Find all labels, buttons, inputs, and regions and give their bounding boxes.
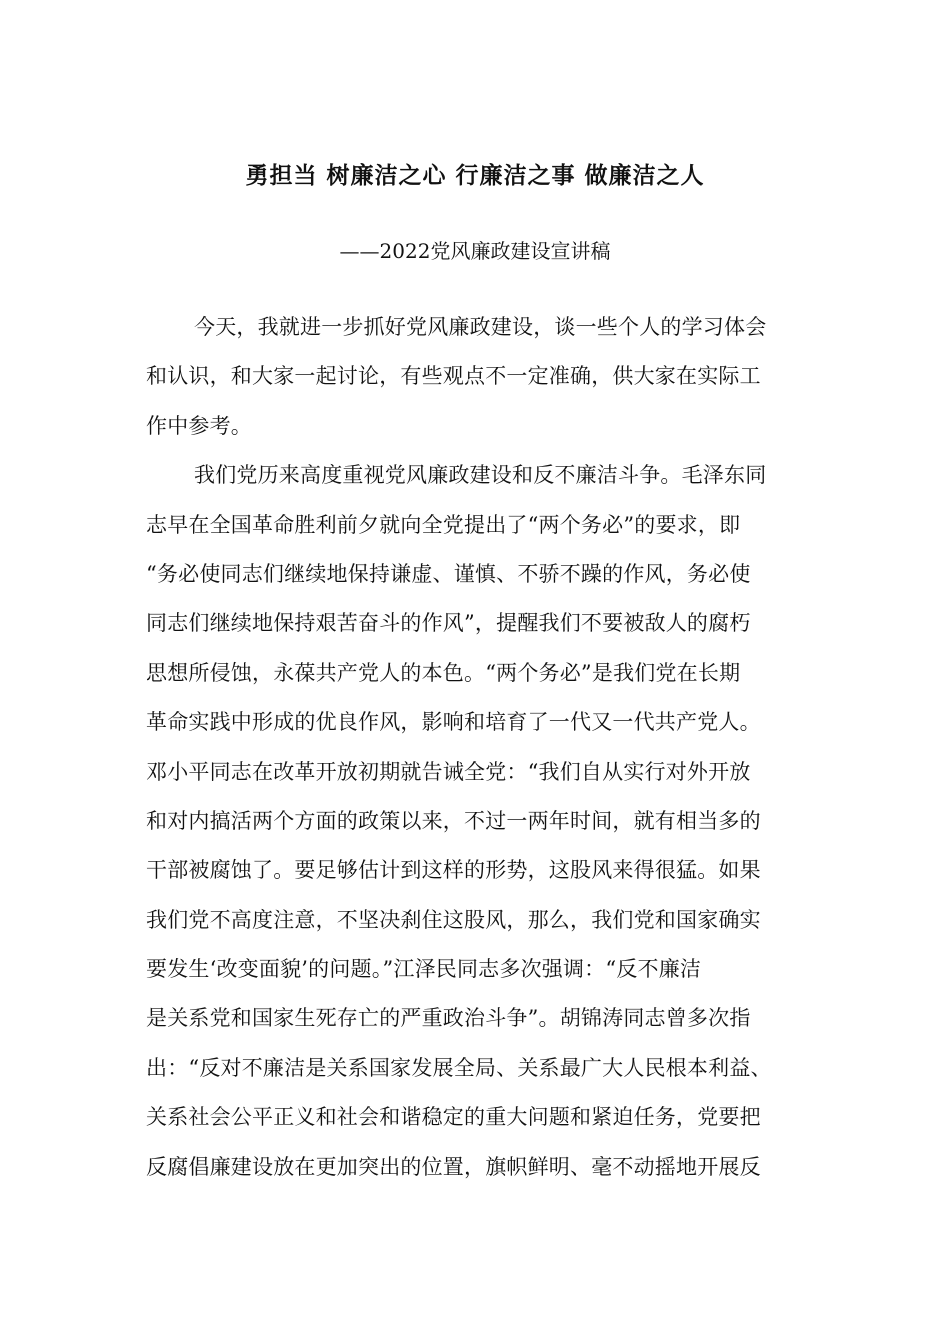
paragraph-line: 反腐倡廉建设放在更加突出的位置，旗帜鲜明、毫不动摇地开展反 xyxy=(146,1154,761,1179)
paragraph-line: 是关系党和国家生死存亡的严重政治斗争”。胡锦涛同志曾多次指 xyxy=(146,1006,751,1031)
paragraph-line: 关系社会公平正义和社会和谐稳定的重大问题和紧迫任务，党要把 xyxy=(146,1105,761,1130)
document-body xyxy=(146,309,826,1247)
paragraph-line: 今天，我就进一步抓好党风廉政建设，谈一些个人的学习体会 xyxy=(194,315,767,339)
paragraph-line: 革命实践中形成的优良作风，影响和培育了一代又一代共产党人。 xyxy=(146,710,761,735)
paragraph-history xyxy=(146,457,826,1247)
paragraph-line: 我们党历来高度重视党风廉政建设和反不廉洁斗争。毛泽东同 xyxy=(194,463,767,488)
paragraph-line: 出：“反对不廉洁是关系国家发展全局、关系最广大人民根本利益、 xyxy=(146,1055,772,1080)
paragraph-line xyxy=(146,1198,826,1247)
document-title: 勇担当 树廉洁之心 行廉洁之事 做廉洁之人 xyxy=(245,162,705,189)
paragraph-line: 邓小平同志在改革开放初期就告诫全党：“我们自从实行对外开放 xyxy=(146,759,751,784)
paragraph-line: 我们党不高度注意，不坚决刹住这股风，那么，我们党和国家确实 xyxy=(146,907,761,932)
paragraph-intro xyxy=(146,309,826,457)
paragraph-line: 和认识，和大家一起讨论，有些观点不一定准确，供大家在实际工 xyxy=(146,364,761,389)
paragraph-line: 志早在全国革命胜利前夕就向全党提出了“两个务必”的要求，即 xyxy=(146,512,741,537)
paragraph-line: “务必使同志们继续地保持谦虚、谨慎、不骄不躁的作风，务必使 xyxy=(146,561,751,586)
paragraph-line: 和对内搞活两个方面的政策以来，不过一两年时间，就有相当多的 xyxy=(146,808,761,833)
paragraph-line: 要发生‘改变面貌’的问题。”江泽民同志多次强调：“反不廉洁 xyxy=(146,957,702,982)
paragraph-line: 同志们继续地保持艰苦奋斗的作风”，提醒我们不要被敌人的腐朽 xyxy=(146,611,751,636)
paragraph-line: 作中参考。 xyxy=(146,413,252,438)
paragraph-line: 思想所侵蚀，永葆共产党人的本色。“两个务必”是我们党在长期 xyxy=(146,660,741,685)
document-subtitle: ——2022党风廉政建设宣讲稿 xyxy=(339,239,611,263)
paragraph-line: 干部被腐蚀了。要足够估计到这样的形势，这股风来得很猛。如果 xyxy=(146,858,761,883)
